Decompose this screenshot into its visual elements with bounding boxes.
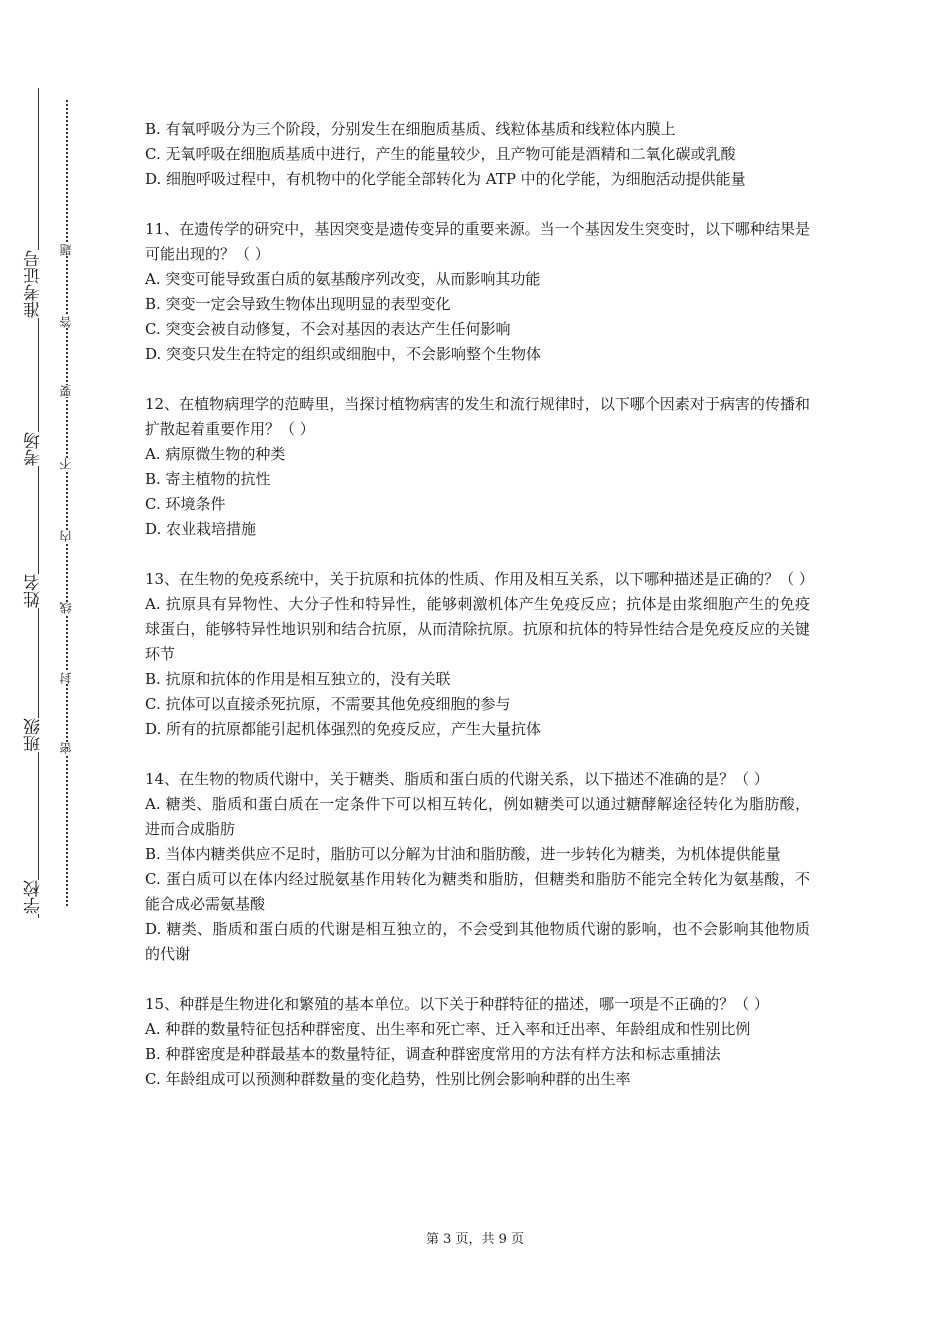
option-c: C. 抗体可以直接杀死抗原，不需要其他免疫细胞的参与 <box>145 695 511 713</box>
option-b: B. 当体内糖类供应不足时，脂肪可以分解为甘油和脂肪酸，进一步转化为糖类，为机体提供能量 <box>145 845 781 863</box>
option-c: C. 突变会被自动修复，不会对基因的表达产生任何影响 <box>145 320 511 338</box>
option-c: C. 蛋白质可以在体内经过脱氨基作用转化为糖类和脂肪，但糖类和脂肪不能完全转化为氨基酸，不能合成必需氨基酸 <box>145 870 810 913</box>
question-11 <box>145 217 810 367</box>
option-b: B. 寄主植物的抗性 <box>145 470 271 488</box>
question-13 <box>145 567 814 742</box>
school-label: 学校 <box>24 880 44 914</box>
option-d: D. 农业栽培措施 <box>145 520 257 538</box>
seal-char-8: 密 <box>59 742 73 754</box>
question-stem: 14、在生物的物质代谢中，关于糖类、脂质和蛋白质的代谢关系，以下描述不准确的是？（ ） <box>145 770 769 788</box>
option-a: A. 抗原具有异物性、大分子性和特异性，能够刺激机体产生免疫反应；抗体是由浆细胞产生的免疫球蛋白，能够特异性地识别和结合抗原，从而清除抗原。抗原和抗体的特异性结合是免疫反应的关键环节 <box>145 595 810 663</box>
exam-room-label: 考场 <box>24 432 44 466</box>
question-stem: 15、种群是生物进化和繁殖的基本单位。以下关于种群特征的描述，哪一项是不正确的？（ ） <box>145 995 769 1013</box>
seal-char-1: 题 <box>59 244 73 256</box>
option-d: D. 所有的抗原都能引起机体强烈的免疫反应，产生大量抗体 <box>145 720 542 738</box>
page-footer: 第 3 页，共 9 页 <box>425 1232 525 1247</box>
seal-char-5: 内 <box>59 530 73 542</box>
continued-options <box>145 117 810 192</box>
option-a: A. 突变可能导致蛋白质的氨基酸序列改变，从而影响其功能 <box>145 270 541 288</box>
option-c: C. 环境条件 <box>145 495 226 513</box>
seal-char-7: 封 <box>59 672 73 684</box>
question-stem: 12、在植物病理学的范畴里，当探讨植物病害的发生和流行规律时，以下哪个因素对于病害的传播和扩散起着重要作用？（ ） <box>145 395 810 438</box>
option-a: A. 种群的数量特征包括种群密度、出生率和死亡率、迁入率和迁出率、年龄组成和性别比例 <box>145 1020 751 1038</box>
question-content <box>145 117 814 1092</box>
option-b: B. 有氧呼吸分为三个阶段，分别发生在细胞质基质、线粒体基质和线粒体内膜上 <box>145 120 676 138</box>
binding-dotted-line <box>66 100 68 906</box>
seal-char-2: 答 <box>59 316 73 328</box>
option-a: A. 病原微生物的种类 <box>145 445 286 463</box>
exam-number-label: 准考证号 <box>24 250 44 318</box>
name-label: 姓名 <box>24 574 44 608</box>
question-stem: 13、在生物的免疫系统中，关于抗原和抗体的性质、作用及相互关系，以下哪种描述是正确的？（ ） <box>145 570 814 588</box>
question-15 <box>145 992 810 1092</box>
binding-solid-line <box>38 88 39 918</box>
seal-char-4: 不 <box>59 458 73 470</box>
question-14 <box>145 767 810 967</box>
option-c: C. 年龄组成可以预测种群数量的变化趋势，性别比例会影响种群的出生率 <box>145 1070 631 1088</box>
option-c: C. 无氧呼吸在细胞质基质中进行，产生的能量较少，且产物可能是酒精和二氧化碳或乳酸 <box>145 145 736 163</box>
seal-char-3: 要 <box>59 385 73 397</box>
option-b: B. 抗原和抗体的作用是相互独立的，没有关联 <box>145 670 451 688</box>
question-12 <box>145 392 810 542</box>
class-label: 班级 <box>24 718 44 752</box>
seal-char-6: 线 <box>59 602 73 614</box>
question-stem: 11、在遗传学的研究中，基因突变是遗传变异的重要来源。当一个基因发生突变时，以下哪种结果是可能出现的？（ ） <box>145 220 810 263</box>
option-d: D. 糖类、脂质和蛋白质的代谢是相互独立的，不会受到其他物质代谢的影响，也不会影响其他物质的代谢 <box>145 920 810 963</box>
option-a: A. 糖类、脂质和蛋白质在一定条件下可以相互转化，例如糖类可以通过糖酵解途径转化为脂肪酸，进而合成脂肪 <box>145 795 810 838</box>
option-d: D. 细胞呼吸过程中，有机物中的化学能全部转化为 ATP 中的化学能，为细胞活动提供能量 <box>145 170 746 188</box>
option-d: D. 突变只发生在特定的组织或细胞中，不会影响整个生物体 <box>145 345 542 363</box>
option-b: B. 种群密度是种群最基本的数量特征，调查种群密度常用的方法有样方法和标志重捕法 <box>145 1045 721 1063</box>
option-b: B. 突变一定会导致生物体出现明显的表型变化 <box>145 295 451 313</box>
